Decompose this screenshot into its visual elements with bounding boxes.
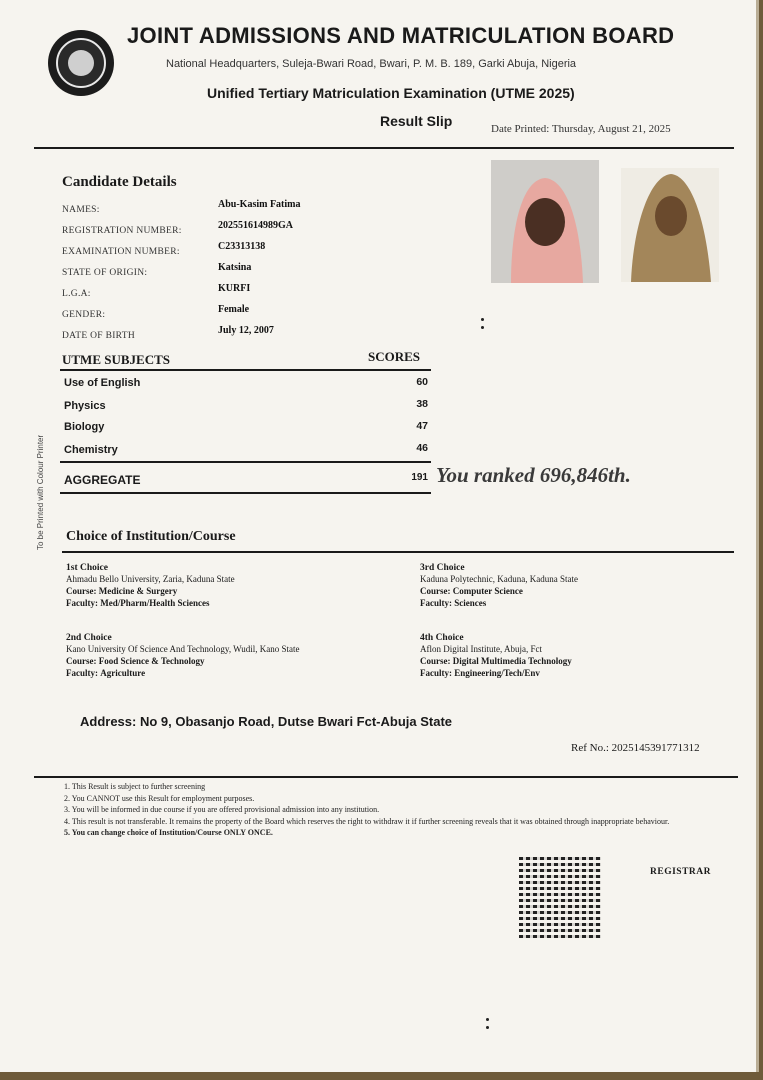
faculty-label: Faculty: xyxy=(420,668,452,678)
choice-faculty: Engineering/Tech/Env xyxy=(454,668,540,678)
note-item: 1. This Result is subject to further screening xyxy=(64,782,206,791)
note-item: 4. This result is not transferable. It remains the property of the Board which reserves the right to withdraw it if further screening reveals that it was obtained through inappropriate behaviour. xyxy=(64,816,670,826)
board-title: JOINT ADMISSIONS AND MATRICULATION BOARD xyxy=(127,23,675,48)
qr-code-icon xyxy=(519,856,601,938)
choice-faculty: Agriculture xyxy=(100,668,146,678)
choice-course: Medicine & Surgery xyxy=(98,586,178,596)
candidate-photo xyxy=(491,160,599,283)
choice-title: 3rd Choice xyxy=(420,563,465,573)
choice-institution: Kano University Of Science And Technology, Wudil, Kano State xyxy=(66,644,300,654)
field-value: Abu-Kasim Fatima xyxy=(218,199,301,210)
subject-score: 60 xyxy=(416,376,428,388)
course-label: Course: xyxy=(420,656,451,666)
header-divider xyxy=(34,147,734,149)
rank-statement: You ranked 696,846th. xyxy=(436,463,631,487)
field-lga xyxy=(62,283,362,304)
field-registration xyxy=(62,220,362,241)
exam-title: Unified Tertiary Matriculation Examination (UTME 2025) xyxy=(207,85,575,101)
field-value: Female xyxy=(218,304,250,315)
field-value: KURFI xyxy=(218,283,251,294)
aggregate-label: AGGREGATE xyxy=(64,473,141,487)
scores-heading: SCORES xyxy=(368,349,421,364)
choice-course: Computer Science xyxy=(452,586,523,596)
choice-4 xyxy=(420,633,730,679)
subjects-divider xyxy=(60,369,431,371)
field-label: L.G.A: xyxy=(62,289,91,299)
choice-institution: Aflon Digital Institute, Abuja, Fct xyxy=(420,644,542,654)
field-label: NAMES: xyxy=(62,205,100,215)
mark-dot xyxy=(486,1026,489,1029)
field-gender xyxy=(62,304,362,325)
date-printed: Date Printed: Thursday, August 21, 2025 xyxy=(491,123,671,135)
aggregate-top-divider xyxy=(60,461,431,463)
field-label: EXAMINATION NUMBER: xyxy=(62,247,180,257)
choice-2 xyxy=(66,633,406,679)
note-item: 5. You can change choice of Institution/Course ONLY ONCE. xyxy=(64,828,273,837)
course-label: Course: xyxy=(420,586,451,596)
faculty-label: Faculty: xyxy=(420,598,452,608)
choice-title: 2nd Choice xyxy=(66,633,112,643)
field-label: DATE OF BIRTH xyxy=(62,331,135,341)
choice-course: Food Science & Technology xyxy=(98,656,205,666)
choice-3 xyxy=(420,563,730,609)
subject-score: 46 xyxy=(416,442,428,454)
subject-name: Use of English xyxy=(64,377,141,389)
mark-dot xyxy=(481,318,484,321)
jamb-logo-icon xyxy=(48,30,114,96)
choice-1 xyxy=(66,563,406,609)
registrar-label: REGISTRAR xyxy=(650,867,711,877)
aggregate-value: 191 xyxy=(411,472,428,483)
board-address: National Headquarters, Suleja-Bwari Road, Bwari, P. M. B. 189, Garki Abuja, Nigeria xyxy=(166,58,577,70)
field-value: July 12, 2007 xyxy=(218,325,274,336)
candidate-address: Address: No 9, Obasanjo Road, Dutse Bwari Fct-Abuja State xyxy=(80,714,453,729)
mark-dot xyxy=(481,326,484,329)
print-instruction-side-text: To be Printed with Colour Printer xyxy=(36,434,45,550)
field-value: 202551614989GA xyxy=(218,220,293,231)
aggregate-bottom-divider xyxy=(60,492,431,494)
choice-institution: Ahmadu Bello University, Zaria, Kaduna State xyxy=(66,574,235,584)
choice-faculty: Sciences xyxy=(454,598,487,608)
choices-heading: Choice of Institution/Course xyxy=(66,529,236,544)
result-notes xyxy=(64,781,714,839)
field-label: GENDER: xyxy=(62,310,106,320)
field-names xyxy=(62,199,362,220)
subject-name: Physics xyxy=(64,400,106,412)
subjects-heading: UTME SUBJECTS xyxy=(62,352,170,367)
choice-title: 1st Choice xyxy=(66,563,108,573)
reference-number: Ref No.: 2025145391771312 xyxy=(571,742,700,754)
note-item: 3. You will be informed in due course if you are offered provisional admission into any institution. xyxy=(64,805,380,814)
slip-title: Result Slip xyxy=(380,113,453,129)
subject-score: 47 xyxy=(416,420,428,432)
choice-course: Digital Multimedia Technology xyxy=(452,656,572,666)
course-label: Course: xyxy=(66,656,97,666)
choices-divider xyxy=(62,551,734,553)
mark-dot xyxy=(486,1018,489,1021)
subject-name: Chemistry xyxy=(64,444,118,456)
candidate-fields xyxy=(62,199,362,346)
subject-name: Biology xyxy=(64,421,105,433)
field-exam-number xyxy=(62,241,362,262)
choice-institution: Kaduna Polytechnic, Kaduna, Kaduna State xyxy=(420,574,578,584)
field-value: C23313138 xyxy=(218,241,266,252)
choice-title: 4th Choice xyxy=(420,633,464,643)
faculty-label: Faculty: xyxy=(66,598,98,608)
course-label: Course: xyxy=(66,586,97,596)
subject-score: 38 xyxy=(416,398,428,410)
faculty-label: Faculty: xyxy=(66,668,98,678)
candidate-thumbnail-photo xyxy=(621,168,719,282)
note-item: 2. You CANNOT use this Result for employment purposes. xyxy=(64,793,255,803)
field-label: REGISTRATION NUMBER: xyxy=(62,226,182,236)
choice-faculty: Med/Pharm/Health Sciences xyxy=(100,598,210,608)
field-state xyxy=(62,262,362,283)
field-value: Katsina xyxy=(218,262,252,273)
notes-divider xyxy=(34,776,738,778)
field-label: STATE OF ORIGIN: xyxy=(62,268,148,278)
field-dob xyxy=(62,325,362,346)
candidate-details-heading: Candidate Details xyxy=(62,174,177,190)
